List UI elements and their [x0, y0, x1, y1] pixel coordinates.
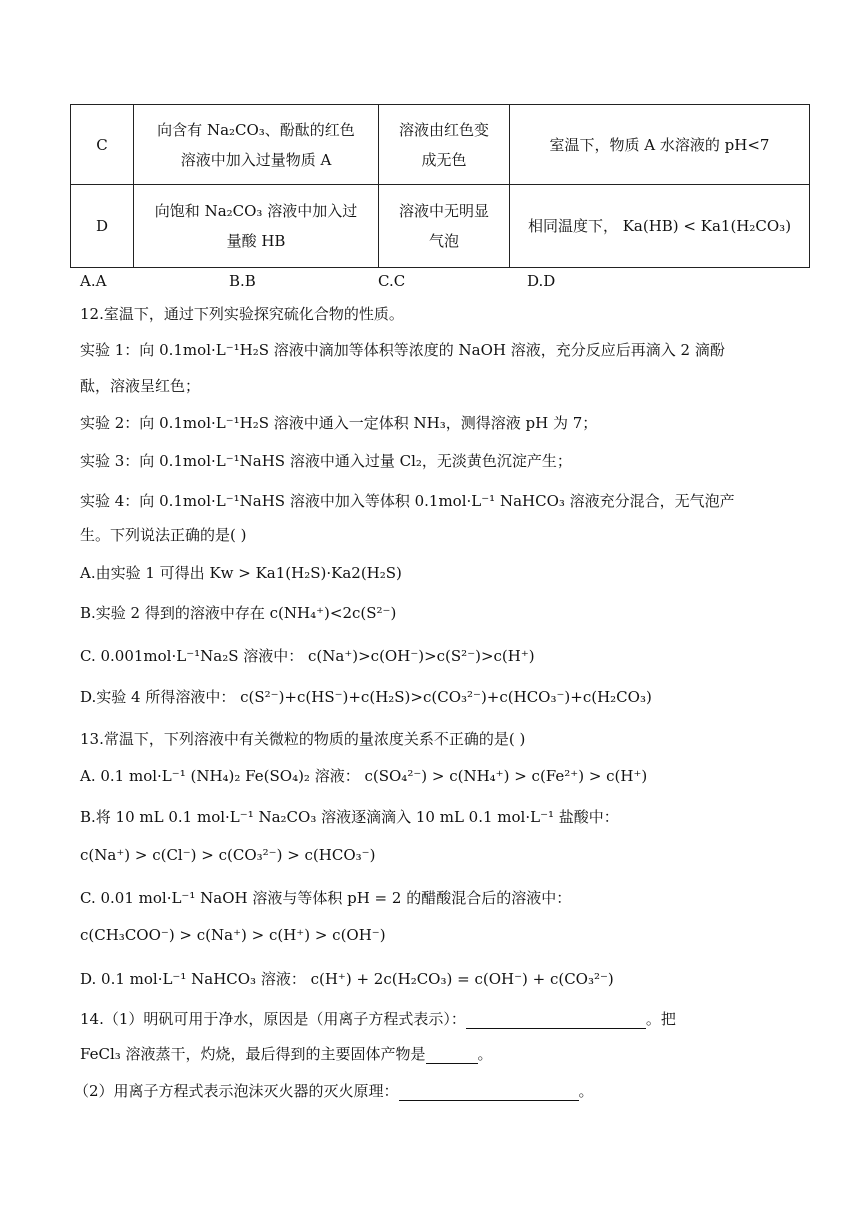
conclusion-cell: 室温下，物质 A 水溶液的 pH<7: [510, 105, 810, 185]
q12-exp1: 实验 1：向 0.1mol·L⁻¹H₂S 溶液中滴加等体积等浓度的 NaOH 溶液，充分反应后再滴入 2 滴酚: [80, 341, 725, 359]
q12-option-d[interactable]: D.实验 4 所得溶液中： c(S²⁻)+c(HS⁻)+c(H₂S)>c(CO₃²⁻)+c(HCO₃⁻)+c(H₂CO₃): [80, 688, 652, 706]
table-row: [71, 105, 810, 185]
phenomenon-cell: 溶液由红色变 成无色: [379, 105, 510, 185]
option-b[interactable]: B.B: [229, 272, 256, 290]
option-d[interactable]: D.D: [527, 272, 556, 290]
answer-blank[interactable]: [466, 1010, 646, 1029]
conclusion-cell: 相同温度下， Ka(HB) < Ka1(H₂CO₃): [510, 185, 810, 268]
phenomenon-cell: 溶液中无明显 气泡: [379, 185, 510, 268]
operation-cell: 向饱和 Na₂CO₃ 溶液中加入过 量酸 HB: [134, 185, 379, 268]
q12-exp2: 实验 2：向 0.1mol·L⁻¹H₂S 溶液中通入一定体积 NH₃，测得溶液 pH 为 7；: [80, 414, 598, 432]
q12-option-b[interactable]: B.实验 2 得到的溶液中存在 c(NH₄⁺)<2c(S²⁻): [80, 604, 397, 622]
q13-option-c-expr: c(CH₃COO⁻) > c(Na⁺) > c(H⁺) > c(OH⁻): [80, 926, 386, 944]
q14-line2: FeCl₃ 溶液蒸干，灼烧，最后得到的主要固体产物是 。: [80, 1045, 493, 1063]
q13-stem: 13.常温下，下列溶液中有关微粒的物质的量浓度关系不正确的是( ): [80, 730, 526, 748]
answer-blank[interactable]: [399, 1082, 579, 1101]
row-label: C: [71, 105, 134, 185]
q12-option-a[interactable]: A.由实验 1 可得出 Kw > Ka1(H₂S)·Ka2(H₂S): [80, 564, 402, 582]
q13-option-a[interactable]: A. 0.1 mol·L⁻¹ (NH₄)₂ Fe(SO₄)₂ 溶液： c(SO₄²⁻) > c(NH₄⁺) > c(Fe²⁺) > c(H⁺): [80, 767, 648, 785]
q13-option-d[interactable]: D. 0.1 mol·L⁻¹ NaHCO₃ 溶液： c(H⁺) + 2c(H₂CO₃) = c(OH⁻) + c(CO₃²⁻): [80, 970, 614, 988]
option-c[interactable]: C.C: [378, 272, 406, 290]
q12-exp1-cont: 酞，溶液呈红色；: [80, 377, 201, 395]
q12-stem: 12.室温下，通过下列实验探究硫化合物的性质。: [80, 305, 404, 323]
answer-blank[interactable]: [426, 1045, 478, 1064]
q13-option-b[interactable]: B.将 10 mL 0.1 mol·L⁻¹ Na₂CO₃ 溶液逐滴滴入 10 mL 0.1 mol·L⁻¹ 盐酸中：: [80, 808, 619, 826]
q13-option-c[interactable]: C. 0.01 mol·L⁻¹ NaOH 溶液与等体积 pH = 2 的醋酸混合后的溶液中：: [80, 889, 572, 907]
option-a[interactable]: A.A: [80, 272, 107, 290]
q12-exp3: 实验 3：向 0.1mol·L⁻¹NaHS 溶液中通入过量 Cl₂，无淡黄色沉淀产生；: [80, 452, 572, 470]
q13-option-b-expr: c(Na⁺) > c(Cl⁻) > c(CO₃²⁻) > c(HCO₃⁻): [80, 846, 376, 864]
row-label: D: [71, 185, 134, 268]
table-row: [71, 185, 810, 268]
q12-exp4-cont: 生。下列说法正确的是( ): [80, 526, 247, 544]
q12-option-c[interactable]: C. 0.001mol·L⁻¹Na₂S 溶液中： c(Na⁺)>c(OH⁻)>c(S²⁻)>c(H⁺): [80, 647, 535, 665]
operation-cell: 向含有 Na₂CO₃、酚酞的红色 溶液中加入过量物质 A: [134, 105, 379, 185]
experiment-table: [70, 104, 810, 268]
q14-line3: （2）用离子方程式表示泡沫灭火器的灭火原理： 。: [74, 1082, 594, 1100]
q14-line1: 14.（1）明矾可用于净水，原因是（用离子方程式表示）： 。把: [80, 1010, 676, 1028]
q12-exp4: 实验 4：向 0.1mol·L⁻¹NaHS 溶液中加入等体积 0.1mol·L⁻¹ NaHCO₃ 溶液充分混合，无气泡产: [80, 492, 735, 510]
